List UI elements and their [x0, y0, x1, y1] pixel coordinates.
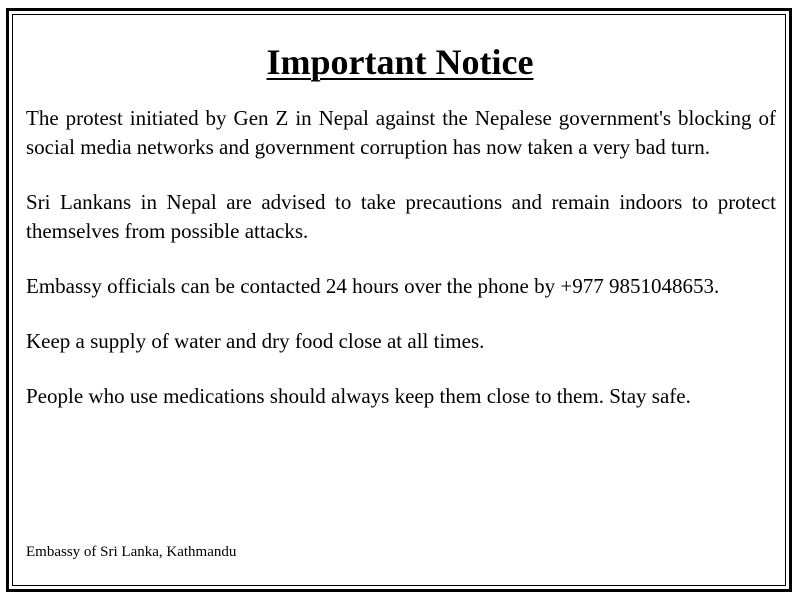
paragraph-protest-situation: The protest initiated by Gen Z in Nepal against the Nepalese government's blocking of social media networks and government corruption has now taken a very bad turn. — [26, 106, 776, 159]
notice-title: Important Notice — [266, 42, 534, 82]
paragraph-medication-advice: People who use medications should always keep them close to them. Stay safe. — [26, 384, 691, 408]
notice-body — [26, 104, 776, 437]
paragraph-supplies-advice: Keep a supply of water and dry food close at all times. — [26, 329, 485, 353]
paragraph-embassy-contact: Embassy officials can be contacted 24 hours over the phone by +977 9851048653. — [26, 274, 720, 298]
paragraph-stay-indoors-advice: Sri Lankans in Nepal are advised to take precautions and remain indoors to protect themselves from possible attacks. — [26, 190, 776, 243]
notice-signature: Embassy of Sri Lanka, Kathmandu — [26, 544, 237, 560]
